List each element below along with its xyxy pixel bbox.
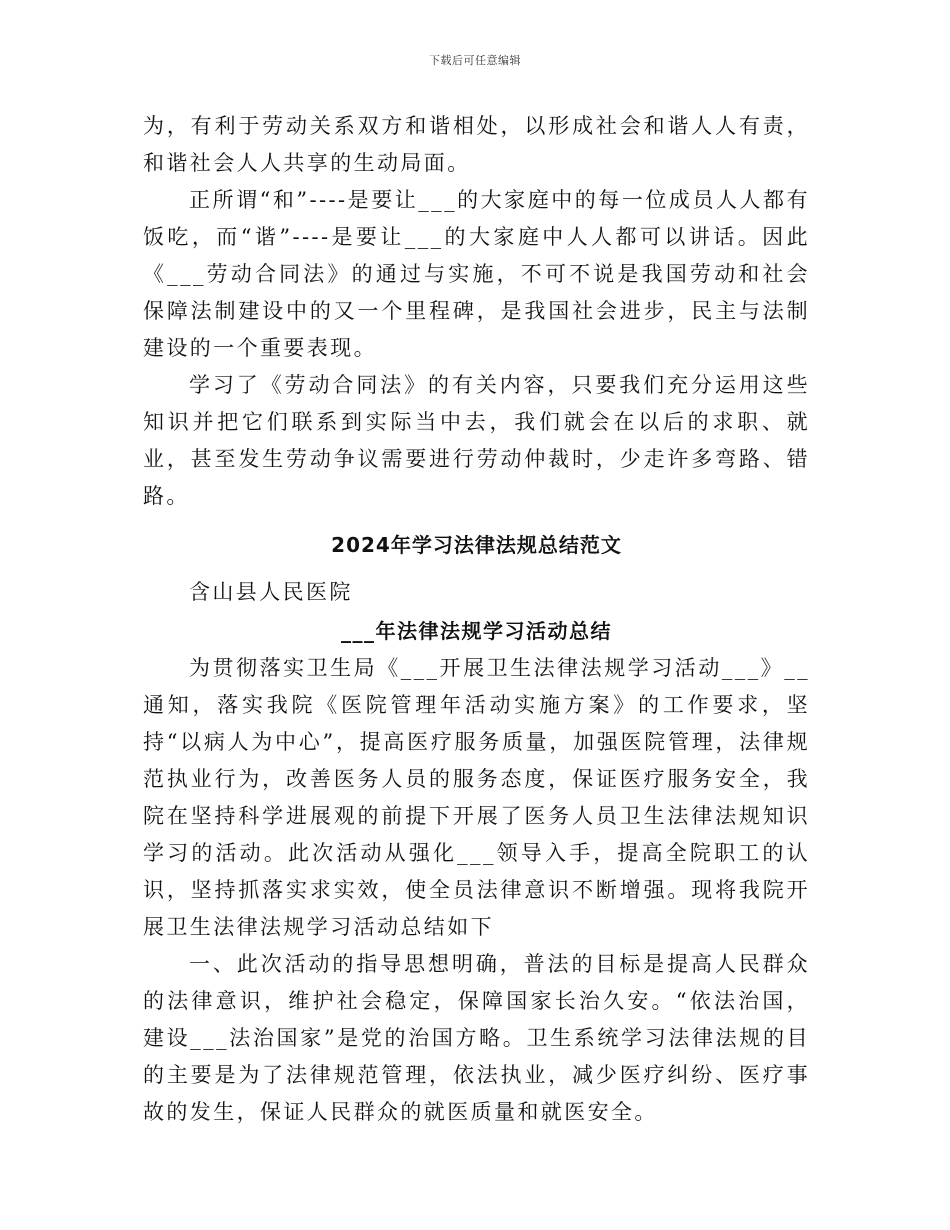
paragraph-study: 学习了《劳动合同法》的有关内容，只要我们充分运用这些知识并把它们联系到实际当中去，我们就会在以后的求职、就业，甚至发生劳动争议需要进行劳动仲裁时，少走许多弯路、错路。 <box>143 373 810 508</box>
paragraph-harmony: 正所谓“和”----是要让___的大家庭中的每一位成员人人都有饭吃，而“谐”----是要让___的大家庭中人人都可以讲话。因此《___劳动合同法》的通过与实施，不可不说是我国劳动和社会保障法制建设中的又一个里程碑，是我国社会进步，民主与法制建设的一个重要表现。 <box>143 188 810 360</box>
paragraph-intro: 为贯彻落实卫生局《___开展卫生法律法规学习活动___》__通知，落实我院《医院管理年活动实施方案》的工作要求，坚持“以病人为中心”，提高医疗服务质量，加强医院管理，法律规范执业行为，改善医务人员的服务态度，保证医疗服务安全，我院在坚持科学进展观的前提下开展了医务人员卫生法律法规知识学习的活动。此次活动从强化___领导入手，提高全院职工的认识，坚持抓落实求实效，使全员法律意识不断增强。现将我院开展卫生法律法规学习活动总结如下 <box>143 656 810 939</box>
document-body <box>143 108 810 1131</box>
paragraph-continuation: 为，有利于劳动关系双方和谐相处，以形成社会和谐人人有责，和谐社会人人共享的生动局面。 <box>143 114 810 175</box>
page-header: 下载后可任意编辑 <box>429 54 521 67</box>
organization-name: 含山县人民医院 <box>189 580 353 604</box>
document-subtitle: ___年法律法规学习活动总结 <box>341 619 612 643</box>
document-title: 2024年学习法律法规总结范文 <box>331 533 622 557</box>
paragraph-point-one: 一、此次活动的指导思想明确，普法的目标是提高人民群众的法律意识，维护社会稳定，保障国家长治久安。“依法治国，建设___法治国家”是党的治国方略。卫生系统学习法律法规的目的主要是为了法律规范管理，依法执业，减少医疗纠纷、医疗事故的发生，保证人民群众的就医质量和就医安全。 <box>143 952 810 1124</box>
